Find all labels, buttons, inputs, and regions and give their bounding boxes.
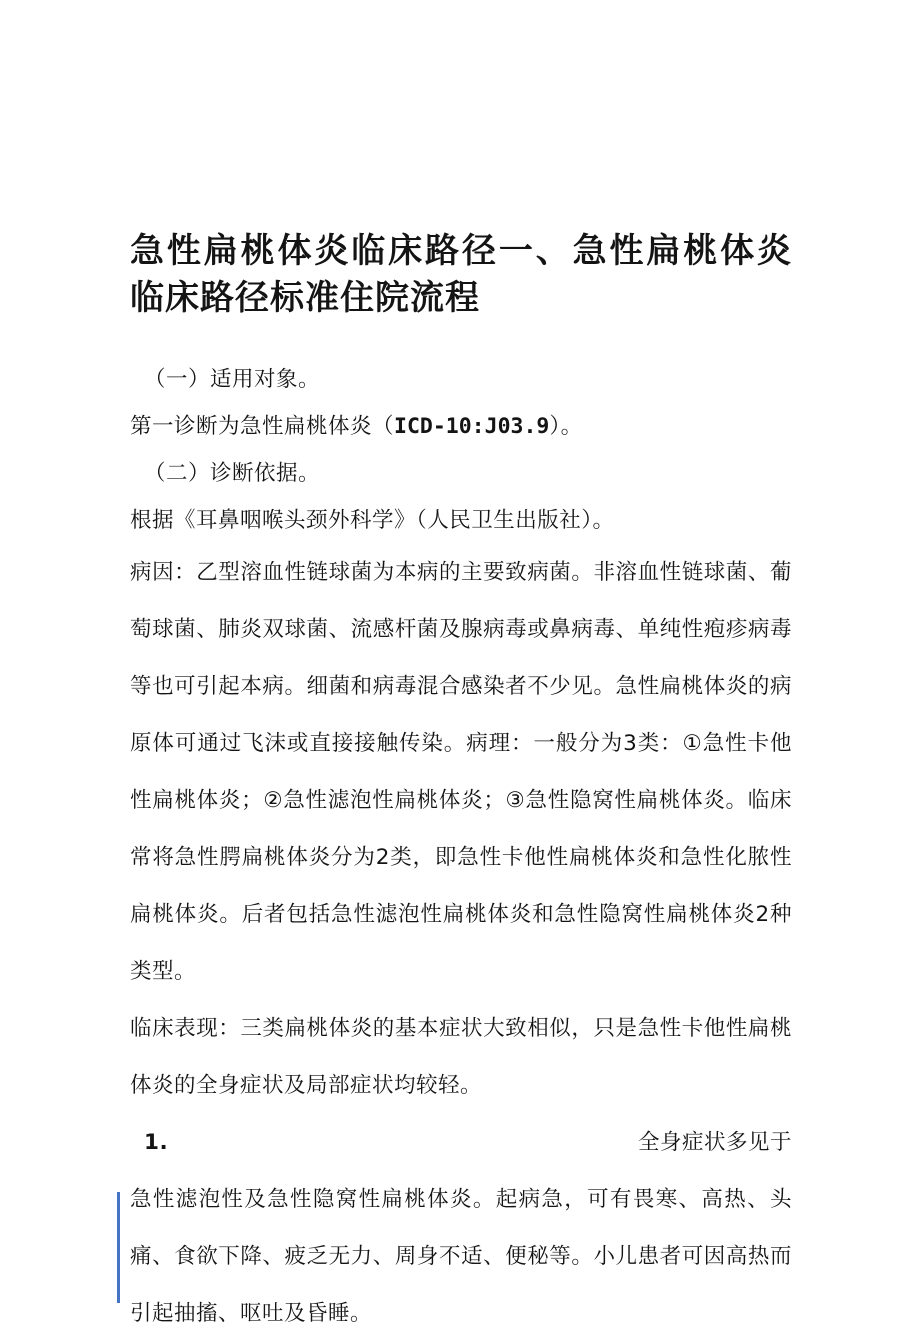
left-accent-line <box>117 1192 120 1303</box>
first-diagnosis-suffix: ）。 <box>549 413 583 439</box>
icd-code: ICD-10:J03.9 <box>394 413 550 439</box>
para-reference: 根据《耳鼻咽喉头颈外科学》（人民卫生出版社）。 <box>130 507 615 533</box>
list-item-1-lead: 全身症状多见于 <box>637 1129 792 1155</box>
list-item-1-header <box>130 1114 792 1171</box>
list-item-1-body: 急性滤泡性及急性隐窝性扁桃体炎。起病急，可有畏寒、高热、头痛、食欲下降、疲乏无力、周身不适、便秘等。小儿患者可因高热而引起抽搐、呕吐及昏睡。 <box>130 1186 792 1326</box>
para-etiology: 病因：乙型溶血性链球菌为本病的主要致病菌。非溶血性链球菌、葡萄球菌、肺炎双球菌、流感杆菌及腺病毒或鼻病毒、单纯性疱疹病毒等也可引起本病。细菌和病毒混合感染者不少见。急性扁桃体炎的病原体可通过飞沫或直接接触传染。病理：一般分为3类：①急性卡他性扁桃体炎；②急性滤泡性扁桃体炎；③急性隐窝性扁桃体炎。临床常将急性腭扁桃体炎分为2类，即急性卡他性扁桃体炎和急性化脓性扁桃体炎。后者包括急性滤泡性扁桃体炎和急性隐窝性扁桃体炎2种类型。 <box>130 559 792 984</box>
para-first-diagnosis <box>130 403 792 450</box>
para-applicable-target-heading: （一）适用对象。 <box>144 366 321 392</box>
first-diagnosis-prefix: 第一诊断为急性扁桃体炎（ <box>130 413 395 439</box>
para-clinical-manifestation: 临床表现：三类扁桃体炎的基本症状大致相似，只是急性卡他性扁桃体炎的全身症状及局部症状均较轻。 <box>130 1015 792 1098</box>
list-item-1-number: 1. <box>144 1129 169 1155</box>
document-title: 急性扁桃体炎临床路径一、急性扁桃体炎临床路径标准住院流程 <box>130 231 792 318</box>
document-content <box>130 228 792 1342</box>
para-diagnosis-basis-heading: （二）诊断依据。 <box>144 460 321 486</box>
